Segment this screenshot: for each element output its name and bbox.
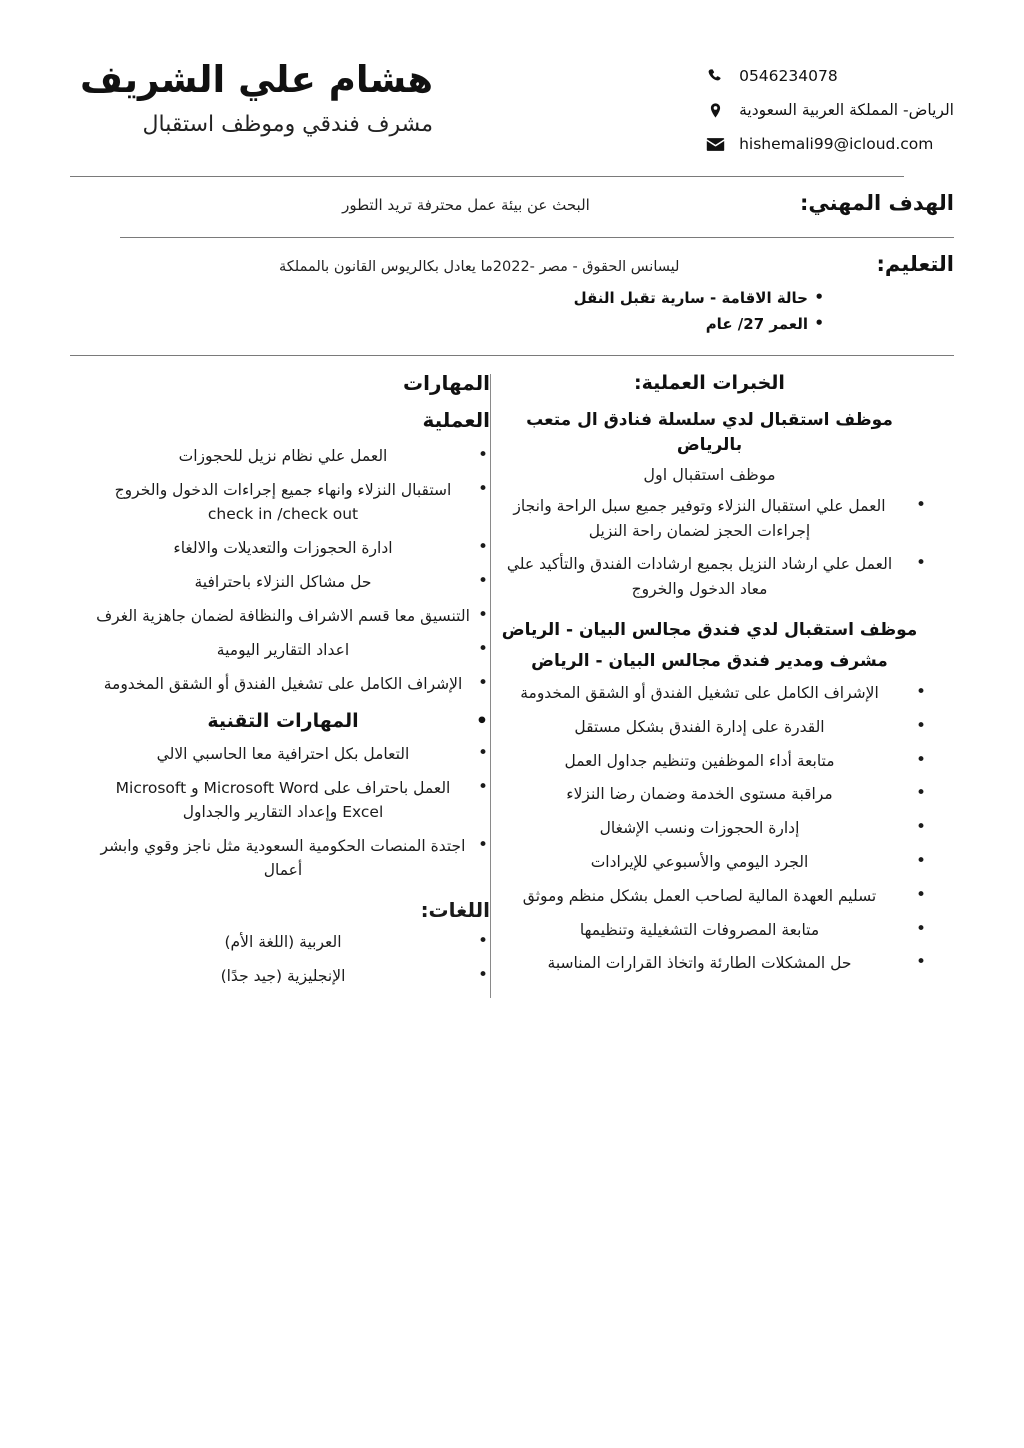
job-role: مشرف ومدير فندق مجالس البيان - الرياض (531, 651, 888, 672)
list-item: • حل المشكلات الطارئة واتخاذ القرارات المناسبة (491, 951, 928, 976)
list-item: • العمل علي نظام نزيل للحجوزات (96, 444, 490, 468)
education-section (60, 238, 964, 279)
list-item: • العمل باحتراف على Microsoft Word و Microsoft Excel وإعداد التقارير والجداول (96, 776, 490, 824)
experience-column (491, 364, 954, 998)
skills-column (70, 364, 490, 998)
list-item: • ادارة الحجوزات والتعديلات والالغاء (96, 536, 490, 560)
job-bullets (491, 494, 928, 602)
contact-row-email (705, 134, 954, 154)
job-title: مشرف فندقي وموظف استقبال (142, 111, 434, 137)
envelope-icon (705, 134, 725, 154)
objective-section (60, 177, 964, 215)
experience-heading: الخبرات العملية: (634, 371, 785, 394)
experience-job-2 (491, 618, 928, 976)
job-bullets (491, 681, 928, 976)
list-item: • الإنجليزية (جيد جدًا) (96, 964, 490, 988)
list-item: • حالة الاقامة - سارية تقبل النقل (70, 289, 824, 307)
list-item: • الجرد اليومي والأسبوعي للإيرادات (491, 850, 928, 875)
list-item: • القدرة على إدارة الفندق بشكل مستقل (491, 715, 928, 740)
job-role: موظف استقبال اول (643, 464, 776, 484)
list-item: • مراقبة مستوى الخدمة وضمان رضا النزلاء (491, 782, 928, 807)
skills-heading-line2: العملية (422, 407, 490, 432)
practical-skills-list (96, 444, 490, 696)
tech-skills-heading: • المهارات التقنية (96, 710, 490, 732)
body-columns (60, 364, 964, 998)
job-company: موظف استقبال لدي فندق مجالس البيان - الرياض (501, 619, 918, 640)
location-pin-icon (705, 100, 725, 120)
list-item: • الإشراف الكامل على تشغيل الفندق أو الشقق المخدومة (96, 672, 490, 696)
contact-row-location (705, 100, 954, 120)
contact-row-phone (705, 66, 954, 86)
list-item: • العمل علي ارشاد النزيل بجميع ارشادات الفندق والتأكيد علي معاد الدخول والخروج (491, 552, 928, 602)
list-item: • إدارة الحجوزات ونسب الإشغال (491, 816, 928, 841)
education-label: التعليم: (876, 252, 954, 276)
phone-icon (705, 66, 725, 86)
location-text: الرياض- المملكة العربية السعودية (739, 101, 954, 119)
list-item: • التنسيق معا قسم الاشراف والنظافة لضمان جاهزية الغرف (96, 604, 490, 628)
resume-header (60, 40, 964, 154)
education-value: ليسانس الحقوق - مصر -2022ما يعادل بكالريوس القانون بالمملكة (279, 259, 680, 275)
objective-label: الهدف المهني: (799, 191, 954, 215)
education-extra-list (70, 289, 954, 333)
list-item: • متابعة أداء الموظفين وتنظيم جداول العمل (491, 749, 928, 774)
phone-number: 0546234078 (739, 67, 838, 85)
contact-info-block (705, 58, 954, 154)
email-text: hishemali99@icloud.com (739, 135, 934, 153)
objective-value: البحث عن بيئة عمل محترفة تريد التطور (342, 196, 590, 214)
languages-heading: اللغات: (420, 897, 490, 922)
list-item: • الإشراف الكامل على تشغيل الفندق أو الشقق المخدومة (491, 681, 928, 706)
divider-after-education (70, 355, 954, 356)
list-item: • العربية (اللغة الأم) (96, 930, 490, 954)
list-item: • اجتدة المنصات الحكومية السعودية مثل ناجز وقوي وابشر أعمال (96, 834, 490, 882)
list-item: • تسليم العهدة المالية لصاحب العمل بشكل منظم وموثق (491, 884, 928, 909)
name-block (70, 58, 433, 137)
list-item: • استقبال النزلاء وانهاء جميع إجراءات الدخول والخروج check in /check out (96, 478, 490, 526)
experience-job-1 (491, 408, 928, 602)
list-item: • متابعة المصروفات التشغيلية وتنظيمها (491, 918, 928, 943)
list-item: • اعداد التقارير اليومية (96, 638, 490, 662)
job-company: موظف استقبال لدي سلسلة فنادق ال متعب بالرياض (526, 409, 893, 456)
languages-list (96, 930, 490, 988)
list-item: • التعامل بكل احترافية معا الحاسبي الالي (96, 742, 490, 766)
full-name: هشام علي الشريف (80, 58, 434, 101)
list-item: • العمر 27/ عام (70, 315, 824, 333)
list-item: • العمل علي استقبال النزلاء وتوفير جميع سبل الراحة وانجاز إجراءات الحجز لضمان راحة النزيل (491, 494, 928, 544)
list-item: • حل مشاكل النزلاء باحترافية (96, 570, 490, 594)
skills-heading-line1: المهارات (403, 370, 490, 395)
tech-skills-list (96, 742, 490, 882)
